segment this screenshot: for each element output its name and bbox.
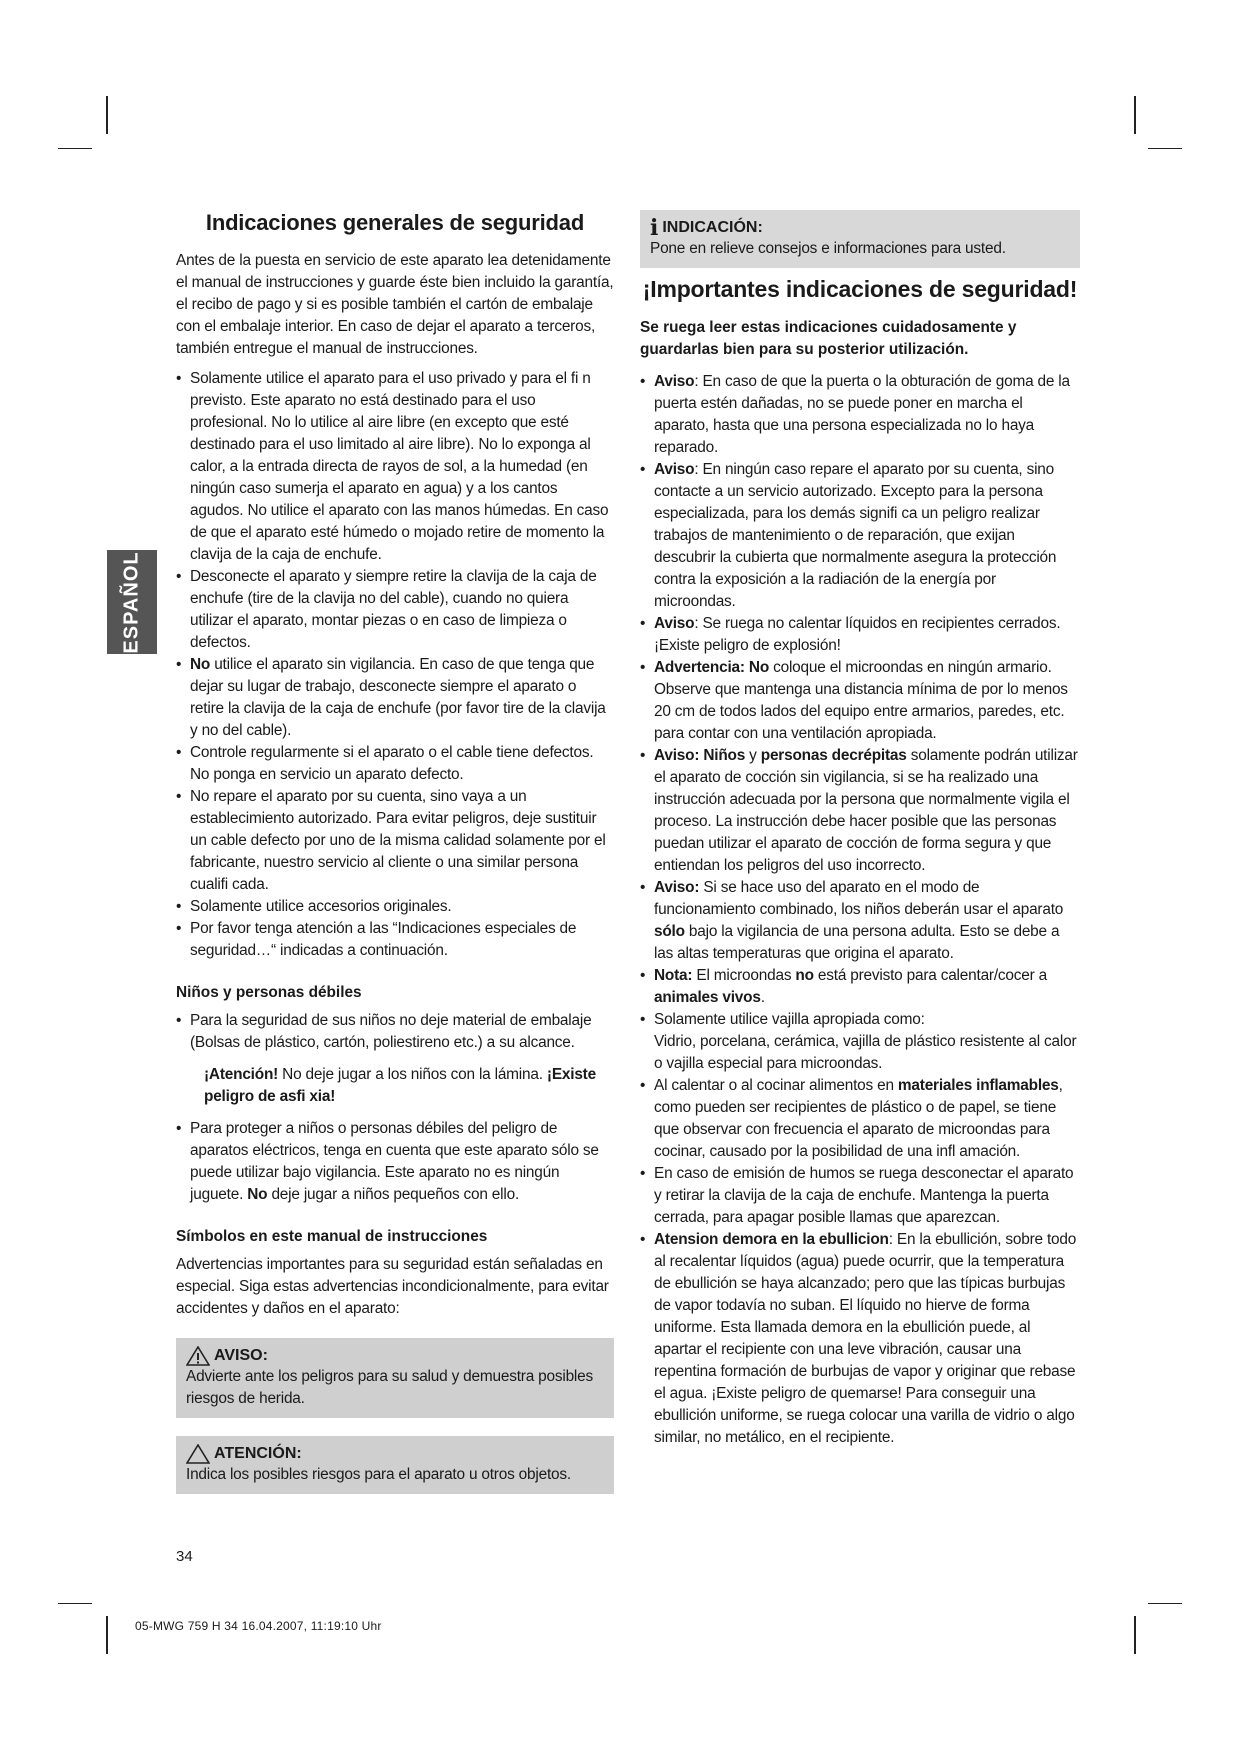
general-safety-list — [176, 368, 614, 962]
warning-triangle-icon — [186, 1346, 210, 1366]
crop-mark — [106, 1616, 108, 1654]
aviso-text: Advierte ante los peligros para su salud y demuestra posibles riesgos de herida. — [186, 1368, 593, 1407]
print-footer: 05-MWG 759 H 34 16.04.2007, 11:19:10 Uhr — [135, 1619, 382, 1633]
info-icon: i — [650, 215, 659, 241]
list-item: • Aviso: En ningún caso repare el aparato por su cuenta, sino contacte a un servicio autorizado. Excepto para la persona especializada, para los demás signifi ca un peligro realizar trabajos de mantenimiento o de reparación, que exijan descubrir la cubierta que normalmente asegura la protección contra la exposición a la radiación de la energía por microondas. — [640, 459, 1080, 613]
list-item: • Controle regularmente si el aparato o el cable tiene defectos. No ponga en servicio un aparato defecto. — [176, 742, 614, 786]
ninos-list — [176, 1010, 614, 1054]
indicacion-label: INDICACIÓN: — [662, 219, 763, 236]
list-item: • Solamente utilice accesorios originales. — [176, 896, 614, 918]
left-title: Indicaciones generales de seguridad — [205, 210, 585, 235]
list-item: • Aviso: Si se hace uso del aparato en el modo de funcionamiento combinado, los niños deberán usar el aparato sólo bajo la vigilancia de una persona adulta. Esto se debe a las altas temperaturas que origina el aparato. — [640, 877, 1080, 965]
right-column — [640, 210, 1080, 1449]
list-item: • Por favor tenga atención a las “Indicaciones especiales de seguridad…“ indicadas a continuación. — [176, 918, 614, 962]
list-item: • Nota: El microondas no está previsto para calentar/cocer a animales vivos. — [640, 965, 1080, 1009]
crop-mark — [1148, 148, 1182, 149]
ninos-heading: Niños y personas débiles — [176, 984, 362, 1001]
crop-mark — [58, 1603, 92, 1604]
crop-mark — [58, 148, 92, 149]
atencion-box — [176, 1436, 614, 1494]
list-item: • Desconecte el aparato y siempre retire la clavija de la caja de enchufe (tire de la clavija no del cable), cuando no quiera utilizar el aparato, montar piezas o en caso de limpieza o defectos. — [176, 566, 614, 654]
list-item: • Advertencia: No coloque el microondas en ningún armario. Observe que mantenga una distancia mínima de por lo menos 20 cm de todos lados del equipo entre armarios, paredes, etc. para contar con una ventilación apropiada. — [640, 657, 1080, 745]
atencion-text: Indica los posibles riesgos para el aparato u otros objetos. — [186, 1466, 571, 1483]
language-tab-label: ESPAÑOL — [120, 550, 143, 654]
list-item: • Atension demora en la ebullicion: En la ebullición, sobre todo al recalentar líquidos (agua) puede ocurrir, que la temperatura de ebullición se haya alcanzado; pero que las típicas burbujas de vapor todavía no suban. El líquido no hierve de forma uniforme. Esta llamada demora en la ebullición puede, al apartar el recipiente con una leve vibración, causar una repentina formación de burbujas de vapor y originar que rebase el agua. ¡Existe peligro de quemarse! Para conseguir una ebullición uniforme, se ruega colocar una varilla de vidrio o algo similar, no metálico, en el recipiente. — [640, 1229, 1080, 1449]
list-item: • No utilice el aparato sin vigilancia. En caso de que tenga que dejar su lugar de trabajo, desconecte siempre el aparato o retire la clavija de la caja de enchufe (por favor tire de la clavija y no del cable). — [176, 654, 614, 742]
list-item: • Aviso: Niños y personas decrépitas solamente podrán utilizar el aparato de cocción sin vigilancia, si se ha realizado una instrucción adecuada por la persona que normalmente vigila el proceso. La instrucción debe hacer posible que las personas puedan utilizar el aparato de cocción de forma segura y que entiendan los peligros del uso incorrecto. — [640, 745, 1080, 877]
right-lead: Se ruega leer estas indicaciones cuidadosamente y guardarlas bien para su posterior utilización. — [640, 319, 1017, 358]
important-safety-list — [640, 371, 1080, 1449]
list-item: • Aviso: Se ruega no calentar líquidos en recipientes cerrados. ¡Existe peligro de explosión! — [640, 613, 1080, 657]
left-column — [176, 210, 614, 1494]
crop-mark — [1134, 96, 1136, 134]
crop-mark — [106, 96, 108, 134]
ninos-list-2 — [176, 1118, 614, 1206]
language-tab — [107, 550, 157, 654]
left-intro: Antes de la puesta en servicio de este aparato lea detenidamente el manual de instrucciones y guarde éste bien incluido la garantía, el recibo de pago y si es posible también el cartón de embalaje con el embalaje interior. En caso de dejar el aparato a terceros, también entregue el manual de instrucciones. — [176, 252, 614, 357]
simbolos-heading: Símbolos en este manual de instrucciones — [176, 1228, 488, 1245]
crop-mark — [1148, 1603, 1182, 1604]
page-number: 34 — [176, 1548, 193, 1565]
atencion-label: ATENCIÓN: — [214, 1445, 302, 1462]
list-item: • No repare el aparato por su cuenta, sino vaya a un establecimiento autorizado. Para evitar peligros, deje sustituir un cable defecto por uno de la misma calidad solamente por el fabricante, nuestro servicio al cliente o una similar persona cualifi cada. — [176, 786, 614, 896]
list-item: • Aviso: En caso de que la puerta o la obturación de goma de la puerta estén dañadas, no se puede poner en marcha el aparato, hasta que una persona especializada no lo haya reparado. — [640, 371, 1080, 459]
right-title: ¡Importantes indicaciones de seguridad! — [642, 276, 1078, 302]
list-item: • Al calentar o al cocinar alimentos en materiales inflamables, como pueden ser recipientes de plástico o de papel, se tiene que observar con frecuencia el aparato de microondas para cocinar, causado por la posibilidad de una infl amación. — [640, 1075, 1080, 1163]
list-item: • Para la seguridad de sus niños no deje material de embalaje (Bolsas de plástico, cartón, poliestireno etc.) a su alcance. — [176, 1010, 614, 1054]
list-item: • Para proteger a niños o personas débiles del peligro de aparatos eléctricos, tenga en cuenta que este aparato sólo se puede utilizar bajo vigilancia. Este aparato no es ningún juguete. No deje jugar a niños pequeños con ello. — [176, 1118, 614, 1206]
caution-triangle-icon — [186, 1444, 210, 1464]
simbolos-text: Advertencias importantes para su seguridad están señaladas en especial. Siga estas advertencias incondicionalmente, para evitar accidentes y daños en el aparato: — [176, 1256, 609, 1317]
list-item: • Solamente utilice el aparato para el uso privado y para el fi n previsto. Este aparato no está destinado para el uso profesional. No lo utilice al aire libre (en excepto que esté destinado para el uso limitado al aire libre). No lo exponga al calor, a la entrada directa de rayos de sol, a la humedad (en ningún caso sumerja el aparato en agua) y a los cantos agudos. No utilice el aparato con las manos húmedas. En caso de que el aparato esté húmedo o mojado retire de momento la clavija de la caja de enchufe. — [176, 368, 614, 566]
crop-mark — [1134, 1616, 1136, 1654]
indicacion-box — [640, 210, 1080, 268]
list-item: • En caso de emisión de humos se ruega desconectar el aparato y retirar la clavija de la caja de enchufe. Mantenga la puerta cerrada, para apagar posible llamas que aparezcan. — [640, 1163, 1080, 1229]
aviso-box — [176, 1338, 614, 1418]
indicacion-text: Pone en relieve consejos e informaciones para usted. — [650, 240, 1006, 257]
atencion-note: ¡Atención! No deje jugar a los niños con la lámina. ¡Existe peligro de asfi xia! — [204, 1066, 596, 1105]
list-item: • Solamente utilice vajilla apropiada como: Vidrio, porcelana, cerámica, vajilla de plástico resistente al calor o vajilla especial para microondas. — [640, 1009, 1080, 1075]
aviso-label: AVISO: — [214, 1347, 268, 1364]
